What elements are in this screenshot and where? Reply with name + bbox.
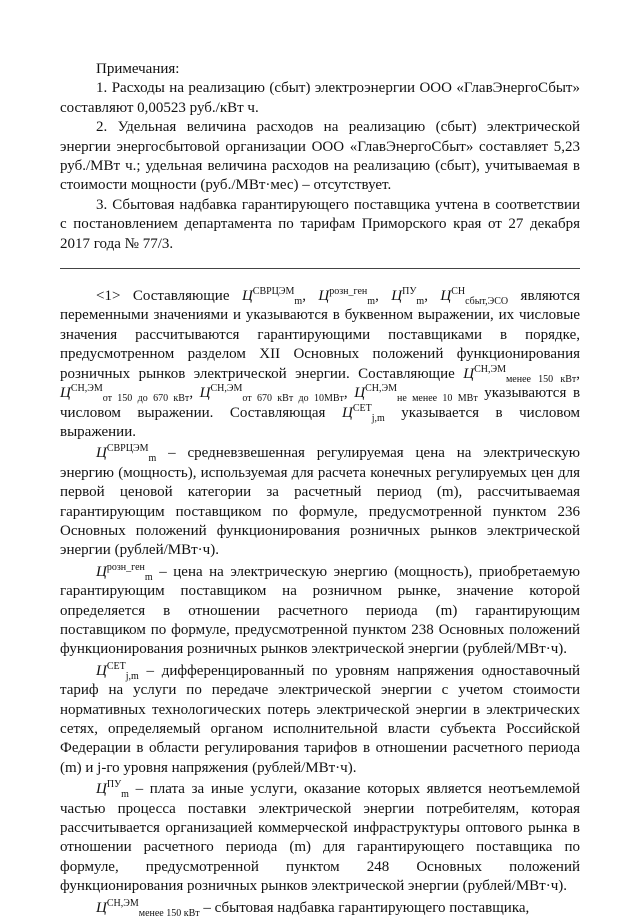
definition-pu: $Ц^{ПУ}_m$ – плата за иные услуги, оказание которых является неотъемлемой частью процесса поставки электрической энергии потребителям, которая рассчитывается организацией коммерческой инфраструктуры оптового рынка в отношении расчетного периода (m) для гарантирующего поставщика по формуле, предусмотренной пунктом 248 Основных положений функционирования розничных рынков электрической энергии (рублей/МВт·ч). [60, 779, 580, 895]
symbol-svrcem: $Ц^{СВРЦЭМ}_m$ [96, 443, 157, 465]
footnote-text-3: указываются в числовом выражении. Составляющая [60, 385, 581, 421]
footnote-separator [60, 268, 580, 269]
symbol-pu: $Ц^{ПУ}_m$ [391, 286, 425, 308]
footnote-text-2: являются переменными значениями и указываются в буквенном выражении, их числовые значения рассчитываются гарантирующими поставщиками в порядке, предусмотренном разделом XII Основных положений функционирования розничных рынков электрической энергии. Составляющие [60, 288, 581, 382]
symbol-rozn-gen: $Ц^{розн\_ген}_m$ [318, 286, 376, 308]
note-1: 1. Расходы на реализацию (сбыт) электроэнергии ООО «ГлавЭнергоСбыт» составляют 0,00523 руб./кВт ч. [60, 80, 580, 116]
symbol-set: $Ц^{СЕТ}_{j,m}$ [96, 660, 139, 682]
symbol-set: $Ц^{СЕТ}_{j,m}$ [341, 402, 385, 424]
symbol-pu: $Ц^{ПУ}_m$ [96, 779, 129, 801]
definition-svrcem: $Ц^{СВРЦЭМ}_m$ – средневзвешенная регулируемая цена на электрическую энергию (мощность), используемая для расчета конечных регулируемых цен для первой ценовой категории за расчетный период (m), рассчитываемая гарантирующим поставщиком по формуле, предусмотренной пунктом 236 Основных положений функционирования розничных рынков электрической энергии (рублей/МВт·ч). [60, 443, 580, 559]
definition-rozn-gen: $Ц^{розн\_ген}_m$ – цена на электрическую энергию (мощность), приобретаемую гарантирующим поставщиком на розничном рынке, значение которой определяется в отношении расчетного периода (m) гарантирующим поставщиком по формуле, предусмотренной пунктом 238 Основных положений функционирования розничных рынков электрической энергии (рублей/МВт·ч). [60, 561, 580, 658]
document-body [60, 60, 580, 918]
symbol-snem-670-10: $Ц^{СН,ЭМ}_{от 670 кВт до 10МВт}$ [199, 383, 344, 405]
definition-snem-lt150: $Ц^{СН,ЭМ}_{менее 150 кВт}$ – сбытовая надбавка гарантирующего поставщика, [96, 897, 530, 919]
symbol-snem-ge10: $Ц^{СН,ЭМ}_{не менее 10 МВт}$ [354, 383, 478, 405]
symbol-svrcem: $Ц^{СВРЦЭМ}_m$ [241, 286, 303, 308]
notes-heading: Примечания: [96, 61, 180, 77]
footnote-text-1: <1> Составляющие [96, 288, 230, 305]
footnote-text-4: указывается в числовом выражении. [60, 404, 581, 440]
symbol-snem-lt150: $Ц^{СН,ЭМ}_{менее 150 кВт}$ [96, 897, 200, 919]
note-3: 3. Сбытовая надбавка гарантирующего поставщика учтена в соответствии с постановлением департамента по тарифам Приморского края от 27 декабря 2017 года № 77/3. [60, 196, 580, 252]
note-2: 2. Удельная величина расходов на реализацию (сбыт) электрической энергии энергосбытовой организации ООО «ГлавЭнергоСбыт» составляет 5,23 руб./МВт ч.; удельная величина расходов на реализацию (сбыт), учитываемая в стоимости мощности (руб./МВт·мес) – отсутствует. [60, 119, 580, 194]
symbol-rozn-gen: $Ц^{розн\_ген}_m$ [96, 561, 153, 583]
symbol-snem-150-670: $Ц^{СН,ЭМ}_{от 150 до 670 кВт}$ [60, 383, 190, 405]
symbol-snem-lt150: $Ц^{СН,ЭМ}_{менее 150 кВт}$ [463, 363, 577, 385]
footnote-paragraph: <1> Составляющие $Ц^{СВРЦЭМ}_m$, $Ц^{розн\_ген}_m$, $Ц^{ПУ}_m$, $Ц^{СН}_{сбыт,ЭСО}$ являются переменными значениями и указываются в буквенном выражении, их числовые значения рассчитываются гарантирующими поставщиками в порядке, предусмотренном разделом XII Основных положений функционирования розничных рынков электрической энергии. Составляющие $Ц^{СН,ЭМ}_{менее 150 кВт}$, $Ц^{СН,ЭМ}_{от 150 до 670 кВт}$, $Ц^{СН,ЭМ}_{от 670 кВт до 10МВт}$, $Ц^{СН,ЭМ}_{не менее 10 МВт}$ указываются в числовом выражении. Составляющая $Ц^{СЕТ}_{j,m}$ указывается в числовом выражении. [60, 286, 581, 440]
definition-set: $Ц^{СЕТ}_{j,m}$ – дифференцированный по уровням напряжения одноставочный тариф на услуги по передаче электрической энергии с учетом стоимости нормативных технологических потерь электрической энергии в электрических сетях, определяемый органом исполнительной власти субъекта Российской Федерации в области регулирования тарифов в отношении расчетного периода (m) и j-го уровня напряжения (рублей/МВт·ч). [60, 660, 580, 776]
symbol-sn-sbyt: $Ц^{СН}_{сбыт,ЭСО}$ [440, 286, 509, 308]
